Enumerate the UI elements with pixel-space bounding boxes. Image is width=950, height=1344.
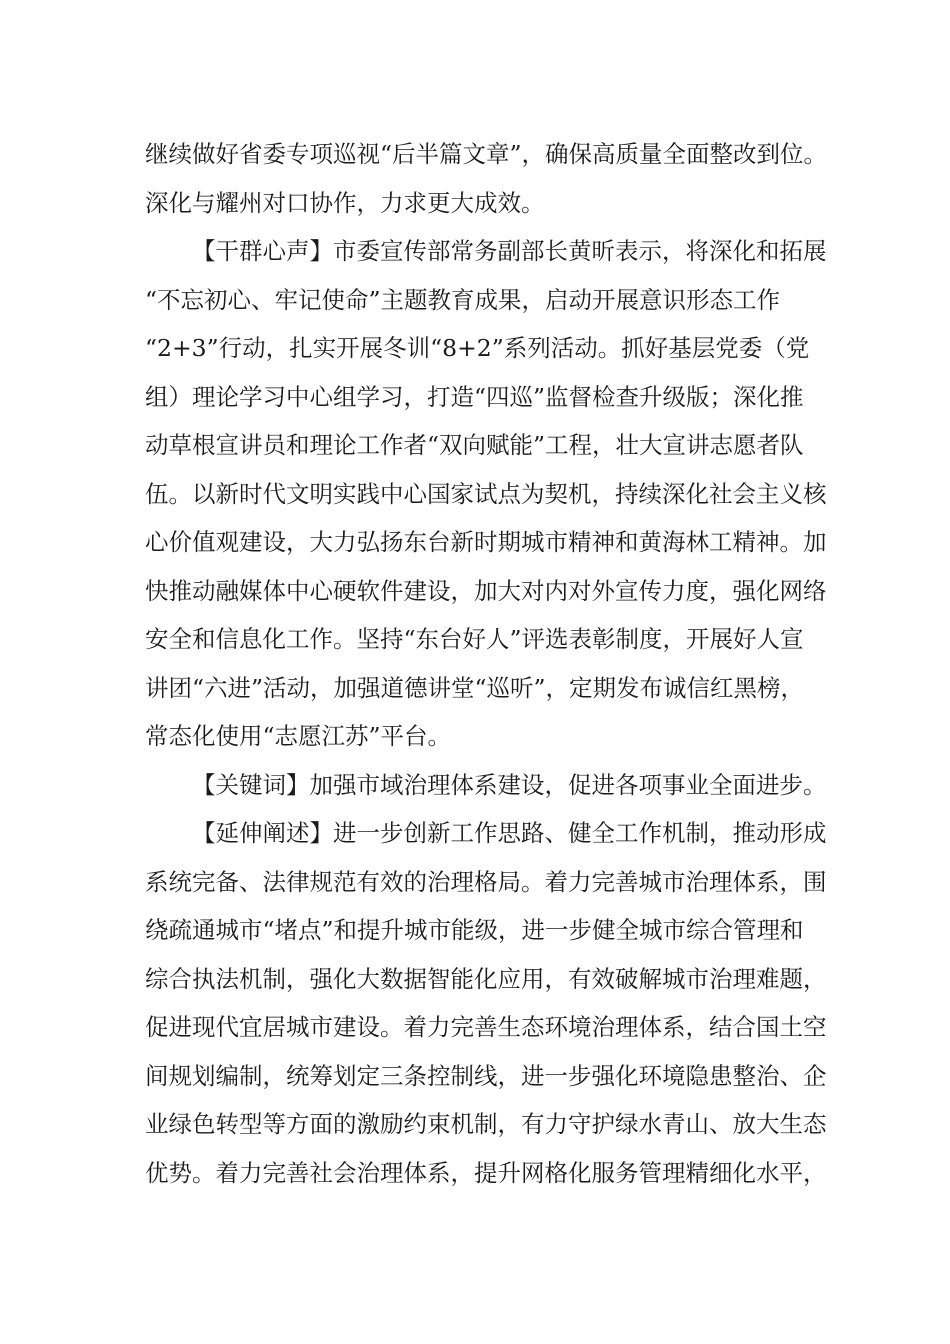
text-line: 业绿色转型等方面的激励约束机制，有力守护绿水青山、放大生态 [145, 1110, 827, 1138]
text-line: 快推动融媒体中心硬软件建设，加大对内对外宣传力度，强化网络 [145, 577, 827, 605]
text-line: 伍。以新时代文明实践中心国家试点为契机，持续深化社会主义核 [145, 480, 827, 508]
text-line: “不忘初心、牢记使命”主题教育成果，启动开展意识形态工作 [145, 286, 781, 314]
text-line: 间规划编制，统筹划定三条控制线，进一步强化环境隐患整治、企 [145, 1062, 827, 1090]
text-line: 深化与耀州对口协作，力求更大成效。 [145, 189, 545, 217]
text-line: 系统完备、法律规范有效的治理格局。着力完善城市治理体系，围 [145, 868, 827, 896]
text-line: 继续做好省委专项巡视“后半篇文章”，确保高质量全面整改到位。 [145, 140, 828, 168]
text-line: 讲团“六进”活动，加强道德讲堂“巡听”，定期发布诚信红黑榜， [145, 674, 805, 702]
text-line: 综合执法机制，强化大数据智能化应用，有效破解城市治理难题， [145, 965, 827, 993]
text-line: 绕疏通城市“堵点”和提升城市能级，进一步健全城市综合管理和 [145, 916, 804, 944]
keyword-line: 【关键词】加强市域治理体系建设，促进各项事业全面进步。 [192, 771, 827, 799]
text-line: 安全和信息化工作。坚持“东台好人”评选表彰制度，开展好人宣 [145, 625, 804, 653]
text-line: 组）理论学习中心组学习，打造“四巡”监督检查升级版；深化推 [145, 383, 804, 411]
text-line: 动草根宣讲员和理论工作者“双向赋能”工程，壮大宣讲志愿者队 [145, 431, 804, 459]
paragraph-heading-line: 【延伸阐述】进一步创新工作思路、健全工作机制，推动形成 [192, 819, 827, 847]
text-line: 促进现代宜居城市建设。着力完善生态环境治理体系，结合国土空 [145, 1013, 827, 1041]
paragraph-heading-line: 【干群心声】市委宣传部常务副部长黄昕表示，将深化和拓展 [192, 237, 827, 265]
text-line: 心价值观建设，大力弘扬东台新时期城市精神和黄海林工精神。加 [145, 528, 827, 556]
text-line: “2+3”行动，扎实开展冬训“8+2”系列活动。抓好基层党委（党 [145, 334, 810, 362]
text-line: 常态化使用“志愿江苏”平台。 [145, 722, 452, 750]
text-line: 优势。着力完善社会治理体系，提升网格化服务管理精细化水平， [145, 1159, 827, 1187]
